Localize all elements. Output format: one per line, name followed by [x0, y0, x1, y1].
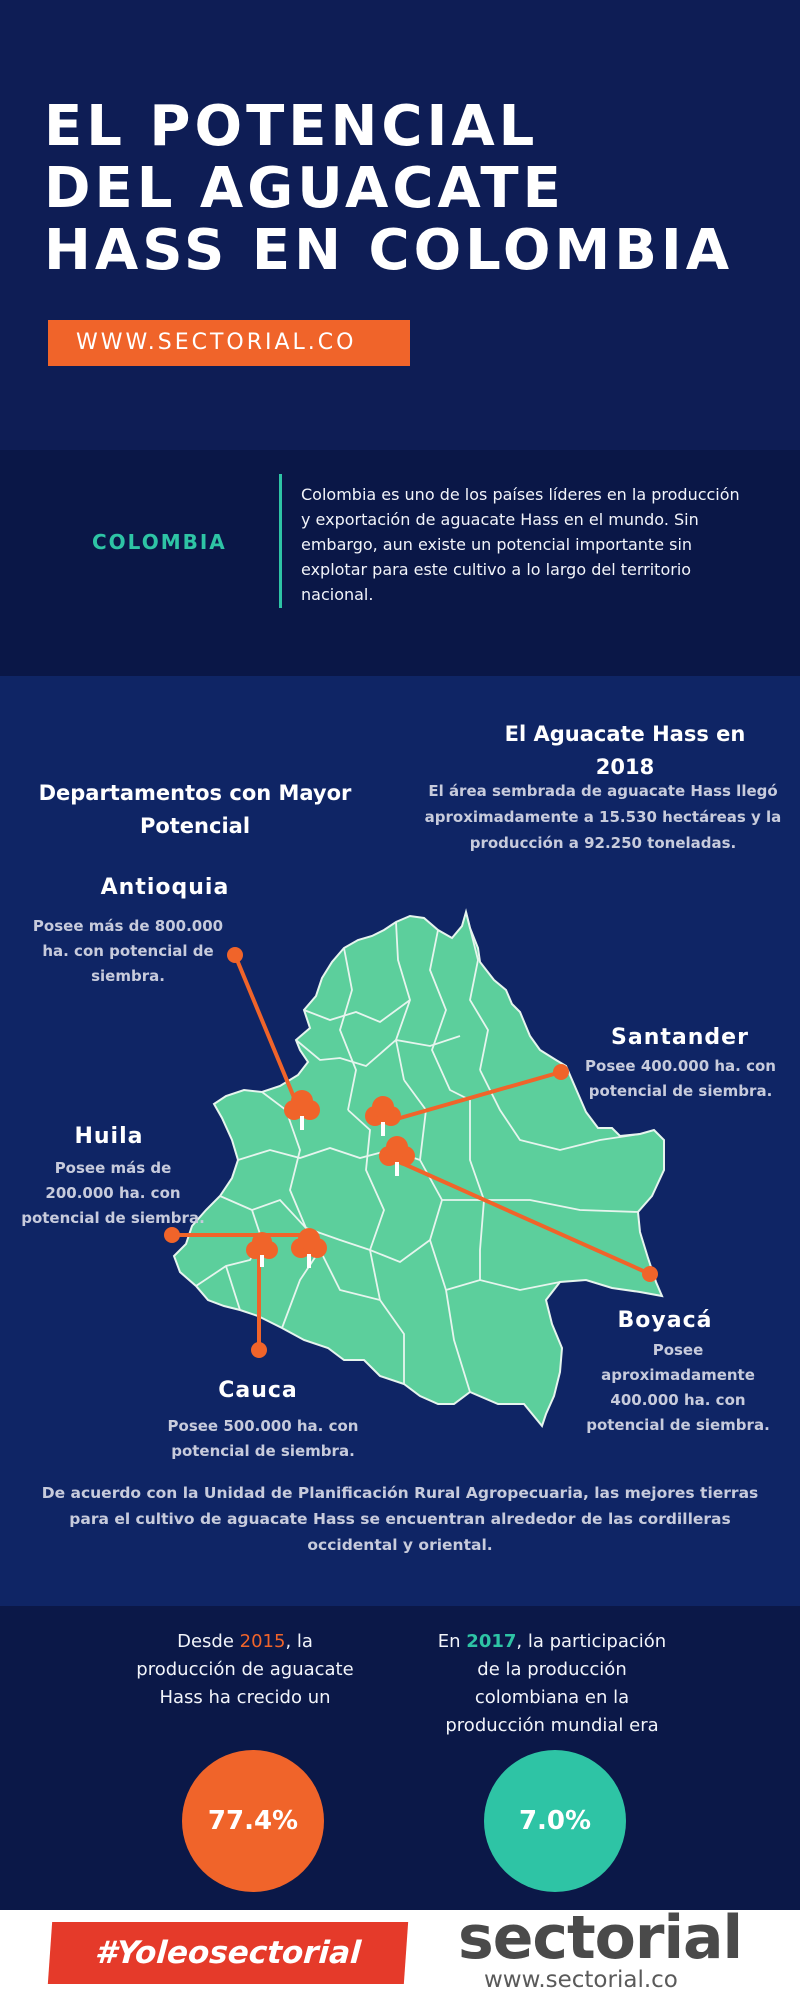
stat-growth-prefix: Desde	[177, 1631, 240, 1652]
stat-share-prefix: En	[437, 1631, 467, 1652]
brand-url-link[interactable]: www.sectorial.co	[484, 1967, 678, 1993]
hashtag-banner[interactable]: #Yoleosectorial	[48, 1922, 408, 1984]
heading-aguacate-2018: El Aguacate Hass en 2018	[504, 722, 746, 779]
intro-divider	[279, 474, 282, 608]
title-line-1: EL POTENCIAL	[44, 94, 539, 159]
heading-departamentos: Departamentos con Mayor Potencial	[38, 781, 352, 838]
intro-text: Colombia es uno de los países líderes en la producción y exportación de aguacate Hass en el mundo. Sin embargo, aun existe un potencial importante sin explotar para este cultivo a lo largo del territorio nacional.	[301, 485, 740, 604]
department-name-santander: Santander	[611, 1025, 749, 1050]
stat-growth-circle: 77.4%	[182, 1750, 324, 1892]
intro-label: COLOMBIA	[92, 530, 227, 554]
department-name-antioquia: Antioquia	[100, 875, 230, 900]
brand-logo[interactable]: sectorial	[458, 1903, 743, 1973]
stat-growth-text	[130, 1628, 360, 1712]
department-name-cauca: Cauca	[218, 1378, 298, 1403]
stat-share-suffix: , la participación de la producción colombiana en la producción mundial era	[445, 1631, 667, 1736]
upra-note: De acuerdo con la Unidad de Planificación Rural Agropecuaria, las mejores tierras para el cultivo de aguacate Hass se encuentran alrededor de las cordilleras occidental y oriental.	[41, 1484, 759, 1554]
stat-share-circle: 7.0%	[484, 1750, 626, 1892]
department-desc-boyaca: Posee aproximadamente 400.000 ha. con potencial de siembra.	[586, 1341, 770, 1434]
department-desc-cauca: Posee 500.000 ha. con potencial de siembra.	[167, 1417, 359, 1460]
stat-share-text	[432, 1628, 672, 1740]
title-line-2: DEL AGUACATE	[44, 156, 565, 221]
page-title	[44, 96, 764, 282]
department-desc-antioquia: Posee más de 800.000 ha. con potencial de siembra.	[32, 917, 224, 985]
department-desc-huila: Posee más de 200.000 ha. con potencial de siembra.	[21, 1159, 205, 1227]
website-badge[interactable]: WWW.SECTORIAL.CO	[48, 320, 410, 366]
title-line-3: HASS EN COLOMBIA	[44, 218, 734, 283]
stats-2018-text: El área sembrada de aguacate Hass llegó aproximadamente a 15.530 hectáreas y la producción a 92.250 toneladas.	[424, 782, 782, 852]
department-desc-santander: Posee 400.000 ha. con potencial de siembra.	[585, 1057, 776, 1100]
stats-section	[0, 1606, 800, 1910]
department-name-huila: Huila	[74, 1124, 144, 1149]
stat-growth-year: 2015	[239, 1631, 286, 1652]
stat-growth-suffix: , la producción de aguacate Hass ha crecido un	[136, 1631, 354, 1708]
department-name-boyaca: Boyacá	[617, 1308, 713, 1333]
stat-share-year: 2017	[466, 1631, 517, 1652]
